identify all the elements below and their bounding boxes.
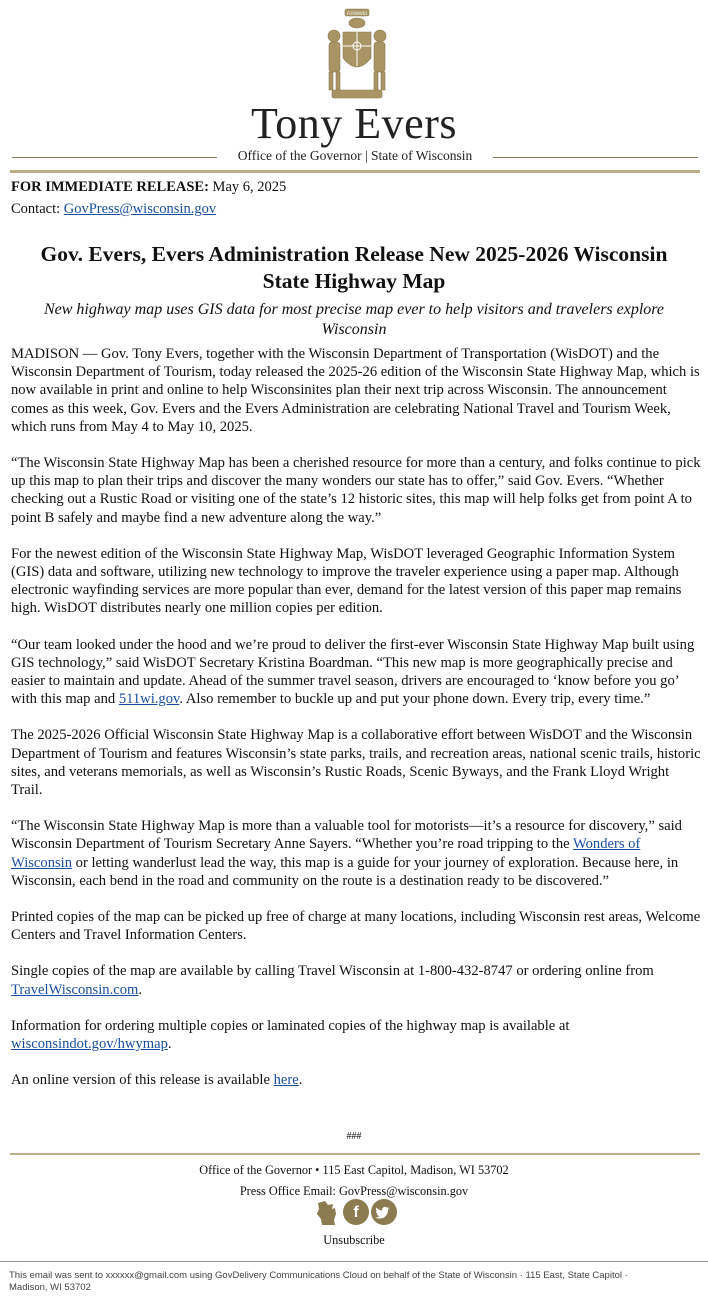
wisconsin-seal-icon	[312, 6, 402, 102]
facebook-icon[interactable]: f	[343, 1199, 369, 1225]
email-header	[0, 0, 708, 170]
paragraph: For the newest edition of the Wisconsin State Highway Map, WisDOT leveraged Geographic Information System (GIS) data and software, utilizing new technology to improve the traveler experience using a paper map. Although electronic wayfinding services are more popular than ever, demand for the latest version of this paper map remains high. WisDOT distributes nearly one million copies per edition.	[11, 545, 682, 617]
paragraph: MADISON — Gov. Tony Evers, together with the Wisconsin Department of Transportation (WisDOT) and the Wisconsin Department of Tourism, today released the 2025-26 edition of the Wisconsin State Highway Map, which is now available in print and online to help Wisconsinites plan their next trip across Wisconsin. The announcement comes as this week, Gov. Evers and the Evers Administration are celebrating National Travel and Tourism Week, which runs from May 4 to May 10, 2025.	[11, 346, 700, 435]
contact-label: Contact:	[11, 201, 61, 217]
release-meta	[11, 176, 286, 220]
bottom-divider	[0, 1261, 708, 1262]
link-511wi[interactable]: 511wi.gov	[118, 691, 180, 708]
paragraph: An online version of this release is available here.	[11, 1072, 303, 1089]
footer-address: Office of the Governor • 115 East Capitol, Madison, WI 53702	[199, 1163, 509, 1177]
office-line-text: Office of the Governor | State of Wisconsin	[237, 148, 473, 163]
wisconsin-icon[interactable]	[315, 1200, 339, 1226]
governor-name: Tony Evers	[251, 99, 457, 148]
seal-motto: FORWARD	[346, 11, 368, 16]
unsubscribe-wrap	[0, 1233, 708, 1248]
paragraph: “The Wisconsin State Highway Map is more than a valuable tool for motorists—it’s a resource for discovery,” said Wisconsin Department of Tourism Secretary Anne Sayers. “Whether you’re road tripping to the Wonders of Wisconsin or letting wanderlust lead the way, this map is a guide for your journey of exploration. Because here, in Wisconsin, each bend in the road and community on the route is a destination ready to be discovered.”	[11, 818, 682, 889]
paragraph: Single copies of the map are available by calling Travel Wisconsin at 1-800-432-8747 or ordering online from TravelWisconsin.com.	[11, 963, 654, 998]
footer	[0, 1160, 708, 1202]
release-date-line	[11, 176, 286, 198]
release-date: May 6, 2025	[212, 179, 287, 195]
link-hwymap[interactable]: wisconsindot.gov/hwymap	[11, 1036, 168, 1053]
unsubscribe-link[interactable]: Unsubscribe	[323, 1233, 385, 1247]
link-travel-wisconsin[interactable]: TravelWisconsin.com	[11, 981, 139, 998]
release-label: FOR IMMEDIATE RELEASE:	[11, 179, 209, 195]
twitter-bird-icon	[371, 1199, 397, 1225]
link-wonders-of-wisconsin[interactable]: Wonders of Wisconsin	[11, 836, 641, 871]
link-online-version[interactable]: here	[273, 1072, 299, 1089]
twitter-icon[interactable]	[371, 1199, 397, 1225]
footer-divider	[10, 1153, 700, 1155]
headline: Gov. Evers, Evers Administration Release New 2025-2026 Wisconsin State Highway Map	[40, 242, 668, 293]
delivery-notice: This email was sent to xxxxxx@gmail.com using GovDelivery Communications Cloud on behalf of the State of Wisconsin · 115 East, State Capitol · Madison, WI 53702	[9, 1270, 628, 1293]
end-mark: ###	[346, 1131, 362, 1142]
subheadline: New highway map uses GIS data for most precise map ever to help visitors and travelers explore Wisconsin	[43, 301, 665, 338]
paragraph: Printed copies of the map can be picked up free of charge at many locations, including Wisconsin rest areas, Welcome Centers and Travel Information Centers.	[11, 909, 701, 944]
office-line	[12, 148, 698, 166]
article-body	[11, 345, 703, 1108]
social-icons	[315, 1199, 395, 1227]
contact-email-link[interactable]: GovPress@wisconsin.gov	[63, 201, 217, 217]
paragraph: The 2025-2026 Official Wisconsin State Highway Map is a collaborative effort between WisDOT and the Wisconsin Department of Tourism and features Wisconsin’s state parks, trails, and recreation areas, national scenic trails, historic sites, and veterans memorials, as well as Wisconsin’s Rustic Roads, Scenic Byways, and the Frank Lloyd Wright Trail.	[11, 727, 701, 799]
paragraph: Information for ordering multiple copies or laminated copies of the highway map is available at wisconsindot.gov/hwymap.	[11, 1017, 570, 1053]
contact-line	[11, 198, 286, 220]
paragraph: “Our team looked under the hood and we’re proud to deliver the first-ever Wisconsin State Highway Map built using GIS technology,” said WisDOT Secretary Kristina Boardman. “This new map is more geographically precise and easier to maintain and update. Ahead of the summer travel season, drivers are encouraged to ‘know before you go’ with this map and 511wi.gov. Also remember to buckle up and put your phone down. Every trip, every time.”	[11, 636, 695, 708]
footer-press-email: Press Office Email: GovPress@wisconsin.gov	[239, 1184, 469, 1198]
header-divider	[10, 170, 700, 173]
divider-right	[493, 157, 698, 158]
paragraph: “The Wisconsin State Highway Map has been a cherished resource for more than a century, and folks continue to pick up this map to plan their trips and discover the many wonders our state has to offer,” said Gov. Evers. “Whether checking out a Rustic Road or visiting one of the state’s 12 historic sites, this map will help folks get from point A to point B safely and maybe find a new adventure along the way.”	[11, 455, 701, 526]
